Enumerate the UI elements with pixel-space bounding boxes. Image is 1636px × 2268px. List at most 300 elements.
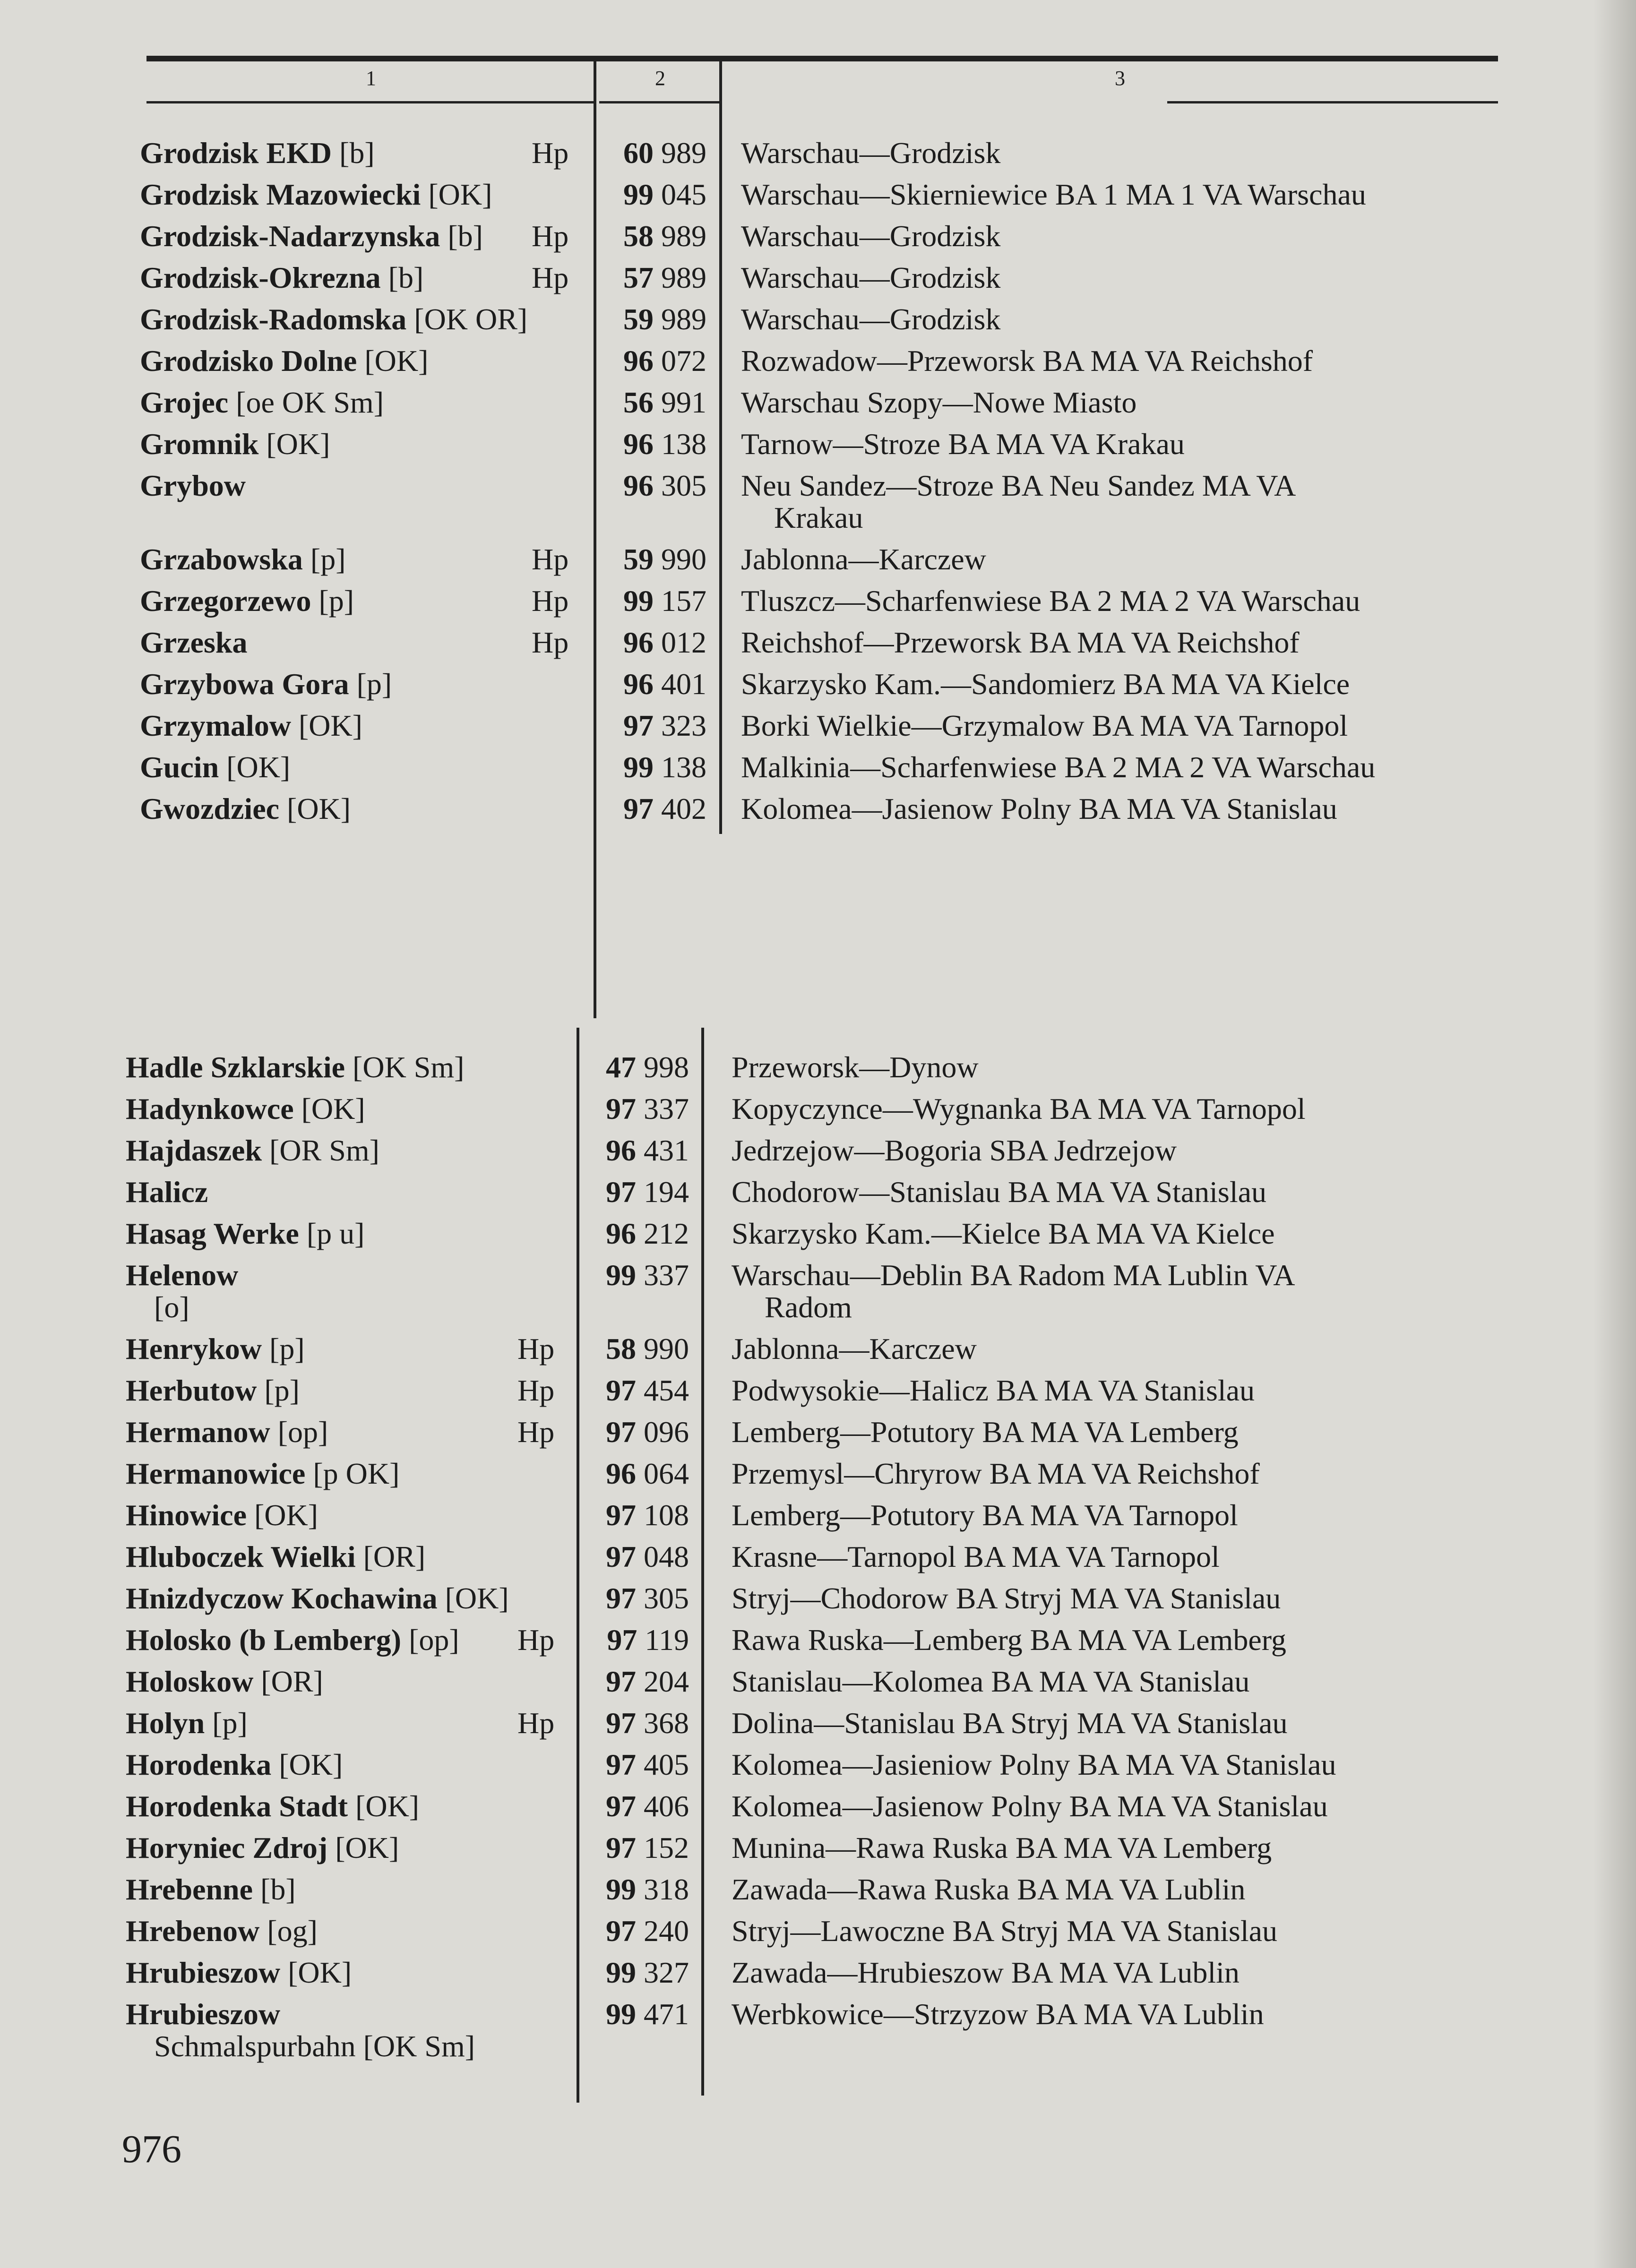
station-type-code: [OR Sm] (269, 1134, 379, 1167)
station-code-prefix: 59 (623, 542, 654, 576)
halt-marker (517, 1370, 554, 1411)
route-text-value: Werbkowice—Strzyzow BA MA VA Lublin (732, 1997, 1264, 2031)
station-name (126, 1370, 300, 1411)
station-name (140, 132, 375, 174)
station-code (598, 382, 706, 423)
station-code-number: 152 (644, 1831, 689, 1864)
halt-marker (517, 1619, 554, 1661)
route-text-value: Kolomea—Jasieniow Polny BA MA VA Stanislau (732, 1748, 1336, 1781)
halt-marker (517, 1328, 554, 1370)
route-text-value: Jablonna—Karczew (732, 1332, 977, 1366)
column-separator-1-g (594, 59, 596, 1018)
station-code-number: 212 (644, 1217, 689, 1250)
station-code (598, 539, 706, 580)
station-name-text: Gucin (140, 750, 219, 784)
station-code-prefix: 97 (606, 1665, 636, 1698)
station-type-code: [p OK] (313, 1457, 400, 1490)
station-code-number: 406 (644, 1789, 689, 1823)
station-name (140, 705, 362, 747)
station-type-code: [OK OR] (414, 302, 528, 336)
route-text (741, 299, 1000, 340)
station-name-continued-value: Schmalspurbahn [OK Sm] (154, 2029, 475, 2063)
route-text-value: Warschau—Grodzisk (741, 219, 1001, 253)
station-name-text: Gromnik (140, 427, 259, 461)
station-type-code: [OK] (335, 1831, 399, 1864)
route-text-value: Lemberg—Potutory BA MA VA Tarnopol (732, 1498, 1238, 1532)
station-code-number: 194 (644, 1175, 689, 1209)
station-code-prefix: 97 (607, 1623, 637, 1657)
route-text (741, 580, 1360, 622)
station-name-text: Horodenka Stadt (126, 1789, 348, 1823)
station-name-text: Grodzisk-Radomska (140, 302, 407, 336)
route-text-value: Dolina—Stanislau BA Stryj MA VA Stanislau (732, 1706, 1288, 1740)
station-name (140, 423, 330, 465)
route-text (741, 622, 1300, 663)
station-code-prefix: 99 (623, 750, 654, 784)
station-code (598, 215, 706, 257)
route-text-value: Podwysokie—Halicz BA MA VA Stanislau (732, 1374, 1255, 1407)
route-text (732, 1744, 1336, 1786)
station-code-number: 405 (644, 1748, 689, 1781)
halt-marker-text: Hp (517, 1332, 555, 1366)
page-number: 976 (122, 2127, 181, 2171)
station-code-prefix: 97 (606, 1415, 636, 1449)
route-text-value: Warschau—Deblin BA Radom MA Lublin VA (732, 1258, 1295, 1292)
route-text (732, 1453, 1260, 1495)
station-name (126, 1578, 509, 1619)
station-code-number: 998 (644, 1050, 689, 1084)
station-code (580, 1088, 689, 1130)
station-code (580, 1536, 689, 1578)
station-code (598, 705, 706, 747)
station-name (126, 1744, 343, 1786)
station-name (140, 382, 384, 423)
route-text-value: Warschau—Skierniewice BA 1 MA 1 VA Warschau (741, 178, 1366, 211)
route-text-value: Jedrzejow—Bogoria SBA Jedrzejow (732, 1134, 1177, 1167)
station-type-code: [p] (264, 1374, 300, 1407)
halt-marker-text: Hp (532, 219, 569, 253)
route-text (732, 1786, 1328, 1827)
station-code-number: 072 (661, 344, 706, 378)
station-code-number: 138 (661, 427, 706, 461)
station-name (126, 1536, 425, 1578)
station-code-number: 096 (644, 1415, 689, 1449)
route-text (732, 1411, 1239, 1453)
route-text (732, 1171, 1266, 1213)
station-type-code: [p u] (306, 1217, 365, 1250)
station-name (126, 1702, 248, 1744)
station-code (580, 1578, 689, 1619)
route-text-continued (765, 1287, 852, 1328)
station-code-prefix: 60 (623, 136, 654, 170)
station-code-prefix: 96 (606, 1134, 636, 1167)
header-underline-1 (146, 101, 595, 103)
route-text (732, 1370, 1255, 1411)
route-text (732, 1328, 977, 1370)
column-header-1: 1 (366, 67, 376, 90)
station-code-prefix: 97 (606, 1748, 636, 1781)
halt-marker (532, 539, 568, 580)
column-header-3: 3 (1115, 67, 1125, 90)
station-name-continued (154, 2026, 475, 2067)
station-name (140, 257, 423, 299)
route-text-value: Tluszcz—Scharfenwiese BA 2 MA 2 VA Warschau (741, 584, 1360, 618)
station-code-number: 204 (644, 1665, 689, 1698)
station-code (598, 423, 706, 465)
station-type-code: [p] (319, 584, 354, 618)
route-text (732, 1910, 1277, 1952)
route-text (741, 747, 1375, 788)
station-code-number: 119 (645, 1623, 689, 1657)
station-name-text: Hrebenne (126, 1873, 253, 1906)
station-type-code: [b] (260, 1873, 296, 1906)
halt-marker-text: Hp (517, 1415, 555, 1449)
route-text (741, 788, 1337, 830)
station-name (126, 1619, 459, 1661)
route-text-value: Malkinia—Scharfenwiese BA 2 MA 2 VA Warschau (741, 750, 1376, 784)
station-code (580, 1495, 689, 1536)
station-code-number: 138 (661, 750, 706, 784)
station-code (580, 1453, 689, 1495)
station-code (580, 1619, 689, 1661)
station-name-text: Grodzisk-Okrezna (140, 261, 381, 294)
station-name (140, 580, 354, 622)
station-code-number: 305 (661, 469, 706, 502)
station-code-prefix: 99 (606, 1258, 636, 1292)
station-code (580, 1910, 689, 1952)
route-text (741, 423, 1185, 465)
route-text (732, 1952, 1240, 1993)
route-text (732, 1578, 1281, 1619)
route-text-value: Zawada—Hrubieszow BA MA VA Lublin (732, 1956, 1240, 1989)
station-name (140, 788, 351, 830)
station-code (580, 1786, 689, 1827)
station-name-text: Hluboczek Wielki (126, 1540, 356, 1573)
station-type-code: [p] (356, 667, 392, 701)
station-code-prefix: 97 (606, 1092, 636, 1125)
station-code-number: 402 (661, 792, 706, 825)
station-type-code: [OK] (298, 709, 362, 742)
station-type-code: [OK] (428, 178, 492, 211)
station-code (598, 788, 706, 830)
page-edge-shadow (1593, 0, 1636, 2268)
station-name-text: Helenow (126, 1258, 239, 1292)
station-code-number: 990 (644, 1332, 689, 1366)
station-name-text: Horodenka (126, 1748, 272, 1781)
station-code-number: 991 (661, 386, 706, 419)
station-name-text: Henrykow (126, 1332, 262, 1366)
station-name-text: Hinowice (126, 1498, 247, 1532)
station-name-text: Horyniec Zdroj (126, 1831, 328, 1864)
station-code-prefix: 96 (623, 427, 654, 461)
station-name-text: Hadynkowce (126, 1092, 294, 1125)
route-text (732, 1536, 1220, 1578)
station-code-prefix: 58 (623, 219, 654, 253)
route-text-value: Warschau—Grodzisk (741, 302, 1001, 336)
halt-marker (517, 1411, 554, 1453)
station-name (140, 622, 248, 663)
station-code-number: 989 (661, 302, 706, 336)
station-type-code: [OR] (261, 1665, 323, 1698)
station-name (140, 174, 492, 215)
route-text-value: Jablonna—Karczew (741, 542, 986, 576)
station-name (140, 747, 290, 788)
route-text-value: Skarzysko Kam.—Sandomierz BA MA VA Kielce (741, 667, 1350, 701)
station-code-prefix: 97 (606, 1374, 636, 1407)
route-text (732, 1088, 1306, 1130)
route-text (741, 382, 1137, 423)
station-code (598, 663, 706, 705)
station-code (580, 1171, 689, 1213)
station-type-code: [OK] (364, 344, 429, 378)
station-name-text: Hnizdyczow Kochawina (126, 1581, 438, 1615)
halt-marker (532, 132, 568, 174)
route-text (741, 132, 1000, 174)
route-text-value: Warschau Szopy—Nowe Miasto (741, 386, 1137, 419)
route-text (741, 539, 986, 580)
station-code-number: 240 (644, 1914, 689, 1948)
station-name (126, 1786, 419, 1827)
station-name-text: Grzabowska (140, 542, 303, 576)
station-code-prefix: 96 (606, 1457, 636, 1490)
station-name (126, 1453, 399, 1495)
route-text-value: Stryj—Chodorow BA Stryj MA VA Stanislau (732, 1581, 1281, 1615)
station-code-prefix: 97 (606, 1831, 636, 1864)
station-code-prefix: 97 (606, 1498, 636, 1532)
route-text-value: Warschau—Grodzisk (741, 136, 1001, 170)
station-code (598, 465, 706, 507)
column-separator-2-g (719, 59, 722, 834)
station-code-number: 454 (644, 1374, 689, 1407)
station-code-prefix: 97 (623, 709, 654, 742)
route-text-value: Rawa Ruska—Lemberg BA MA VA Lemberg (732, 1623, 1286, 1657)
station-name-text: Holoskow (126, 1665, 254, 1698)
halt-marker-text: Hp (517, 1374, 555, 1407)
station-name-text: Hadle Szklarskie (126, 1050, 345, 1084)
station-type-code: [OK] (445, 1581, 509, 1615)
route-text-value: Reichshof—Przeworsk BA MA VA Reichshof (741, 626, 1300, 659)
station-code-prefix: 58 (606, 1332, 636, 1366)
station-name (126, 1411, 328, 1453)
route-text (741, 215, 1000, 257)
route-text (732, 1495, 1238, 1536)
header-underline-2 (599, 101, 721, 103)
station-type-code: [OK] (301, 1092, 365, 1125)
station-code (580, 1869, 689, 1910)
route-text (741, 340, 1313, 382)
station-code-number: 327 (644, 1956, 689, 1989)
station-type-code: [oe OK Sm] (236, 386, 384, 419)
column-separator-2-h (701, 1028, 704, 2096)
station-code-prefix: 47 (606, 1050, 636, 1084)
station-code-number: 305 (644, 1581, 689, 1615)
halt-marker-text: Hp (517, 1623, 555, 1657)
station-code (580, 1827, 689, 1869)
station-type-code: [OK] (287, 792, 351, 825)
station-type-code: [OK] (288, 1956, 352, 1989)
station-type-code: [OK] (226, 750, 291, 784)
station-name (126, 1952, 352, 1993)
station-type-code: [b] (448, 219, 483, 253)
station-code-prefix: 97 (606, 1581, 636, 1615)
station-code-prefix: 56 (623, 386, 654, 419)
route-text-value: Lemberg—Potutory BA MA VA Lemberg (732, 1415, 1239, 1449)
station-code (580, 1328, 689, 1370)
route-text-value: Kolomea—Jasienow Polny BA MA VA Stanislau (741, 792, 1337, 825)
station-type-code: [OK] (266, 427, 330, 461)
station-code-number: 401 (661, 667, 706, 701)
station-name-text: Holosko (b Lemberg) (126, 1623, 402, 1657)
station-code (598, 174, 706, 215)
station-code-prefix: 96 (623, 469, 654, 502)
station-code (580, 1047, 689, 1088)
route-text-value: Chodorow—Stanislau BA MA VA Stanislau (732, 1175, 1266, 1209)
station-code-prefix: 97 (606, 1540, 636, 1573)
station-name (126, 1328, 305, 1370)
station-name-text: Grzybowa Gora (140, 667, 349, 701)
station-name (140, 663, 392, 705)
station-name-text: Halicz (126, 1175, 208, 1209)
route-text-value: Zawada—Rawa Ruska BA MA VA Lublin (732, 1873, 1246, 1906)
station-name (126, 1171, 208, 1213)
station-code-prefix: 59 (623, 302, 654, 336)
route-text-value: Warschau—Grodzisk (741, 261, 1001, 294)
station-name-text: Grybow (140, 469, 246, 502)
halt-marker (517, 1702, 554, 1744)
station-name (126, 1047, 464, 1088)
station-name (126, 1088, 365, 1130)
station-name-text: Hrubieszow (126, 1997, 281, 2031)
station-name-text: Hrubieszow (126, 1956, 281, 1989)
station-name (140, 340, 428, 382)
station-type-code: [p] (269, 1332, 305, 1366)
route-text (732, 1869, 1245, 1910)
station-type-code: [b] (388, 261, 424, 294)
route-text-value: Neu Sandez—Stroze BA Neu Sandez MA VA (741, 469, 1296, 502)
station-name-text: Gwozdziec (140, 792, 279, 825)
station-name (140, 539, 346, 580)
station-code-number: 471 (644, 1997, 689, 2031)
route-text (741, 174, 1366, 215)
route-text-value: Stryj—Lawoczne BA Stryj MA VA Stanislau (732, 1914, 1277, 1948)
route-text-value: Kolomea—Jasienow Polny BA MA VA Stanislau (732, 1789, 1328, 1823)
station-type-code: [OK Sm] (353, 1050, 465, 1084)
station-name-text: Hrebenow (126, 1914, 260, 1948)
top-rule (146, 56, 1498, 61)
station-type-code: [p] (212, 1706, 248, 1740)
station-name-text: Grodzisko Dolne (140, 344, 357, 378)
station-name-text: Hajdaszek (126, 1134, 262, 1167)
route-text (732, 1993, 1264, 2035)
route-text (741, 257, 1000, 299)
station-code-number: 337 (644, 1258, 689, 1292)
station-code-number: 157 (661, 584, 706, 618)
route-text-value: Munina—Rawa Ruska BA MA VA Lemberg (732, 1831, 1272, 1864)
station-code-prefix: 96 (606, 1217, 636, 1250)
station-name (126, 1130, 379, 1171)
station-name (126, 1869, 296, 1910)
halt-marker-text: Hp (532, 584, 569, 618)
station-code (598, 580, 706, 622)
station-code (580, 1213, 689, 1254)
station-code-prefix: 99 (606, 1997, 636, 2031)
station-code (598, 132, 706, 174)
station-code-number: 368 (644, 1706, 689, 1740)
station-code-number: 989 (661, 261, 706, 294)
station-code-number: 108 (644, 1498, 689, 1532)
route-text-value: Stanislau—Kolomea BA MA VA Stanislau (732, 1665, 1250, 1698)
halt-marker (532, 580, 568, 622)
station-code-number: 048 (644, 1540, 689, 1573)
station-name-text: Hasag Werke (126, 1217, 299, 1250)
station-code-prefix: 99 (623, 584, 654, 618)
station-code (580, 1993, 689, 2035)
station-name-text: Grodzisk-Nadarzynska (140, 219, 440, 253)
route-text-value: Kopyczynce—Wygnanka BA MA VA Tarnopol (732, 1092, 1306, 1125)
column-header-2: 2 (655, 67, 665, 90)
station-code-prefix: 96 (623, 667, 654, 701)
station-code (598, 340, 706, 382)
station-code (580, 1411, 689, 1453)
station-name-text: Grzeska (140, 626, 248, 659)
station-name-text: Grojec (140, 386, 229, 419)
station-type-code: [OK] (355, 1789, 420, 1823)
station-code-prefix: 97 (623, 792, 654, 825)
station-type-code: [op] (277, 1415, 328, 1449)
station-code-prefix: 57 (623, 261, 654, 294)
route-text-value: Przemysl—Chryrow BA MA VA Reichshof (732, 1457, 1260, 1490)
station-type-code: [OK] (254, 1498, 319, 1532)
station-code-prefix: 99 (606, 1873, 636, 1906)
route-text-continued (774, 497, 863, 539)
station-name (126, 1213, 364, 1254)
station-type-code: [op] (409, 1623, 459, 1657)
station-code (598, 747, 706, 788)
station-code (580, 1370, 689, 1411)
station-code (598, 257, 706, 299)
station-name-text: Hermanow (126, 1415, 270, 1449)
route-text-value: Borki Wielkie—Grzymalow BA MA VA Tarnopol (741, 709, 1348, 742)
station-type-code: [og] (267, 1914, 318, 1948)
halt-marker-text: Hp (532, 136, 569, 170)
header-underline-3 (1167, 101, 1498, 103)
route-text-value: Skarzysko Kam.—Kielce BA MA VA Kielce (732, 1217, 1275, 1250)
station-name-continued (154, 1287, 189, 1328)
station-code-number: 990 (661, 542, 706, 576)
station-name-text: Grodzisk EKD (140, 136, 332, 170)
station-type-code: [OK] (279, 1748, 343, 1781)
halt-marker-text: Hp (517, 1706, 555, 1740)
station-name (126, 1495, 318, 1536)
route-text (741, 663, 1350, 705)
station-name-text: Herbutow (126, 1374, 257, 1407)
station-code-number: 318 (644, 1873, 689, 1906)
station-code-number: 989 (661, 219, 706, 253)
station-name (126, 1661, 323, 1702)
column-separator-1-h (577, 1028, 579, 2103)
route-text (741, 705, 1348, 747)
station-name-continued-value: [o] (154, 1290, 189, 1324)
route-text-continued-value: Radom (765, 1290, 852, 1324)
station-code (580, 1744, 689, 1786)
station-code-prefix: 97 (606, 1914, 636, 1948)
station-type-code: [b] (339, 136, 375, 170)
station-code-number: 989 (661, 136, 706, 170)
station-code-number: 431 (644, 1134, 689, 1167)
route-text (732, 1661, 1249, 1702)
station-name (140, 215, 483, 257)
halt-marker-text: Hp (532, 261, 569, 294)
